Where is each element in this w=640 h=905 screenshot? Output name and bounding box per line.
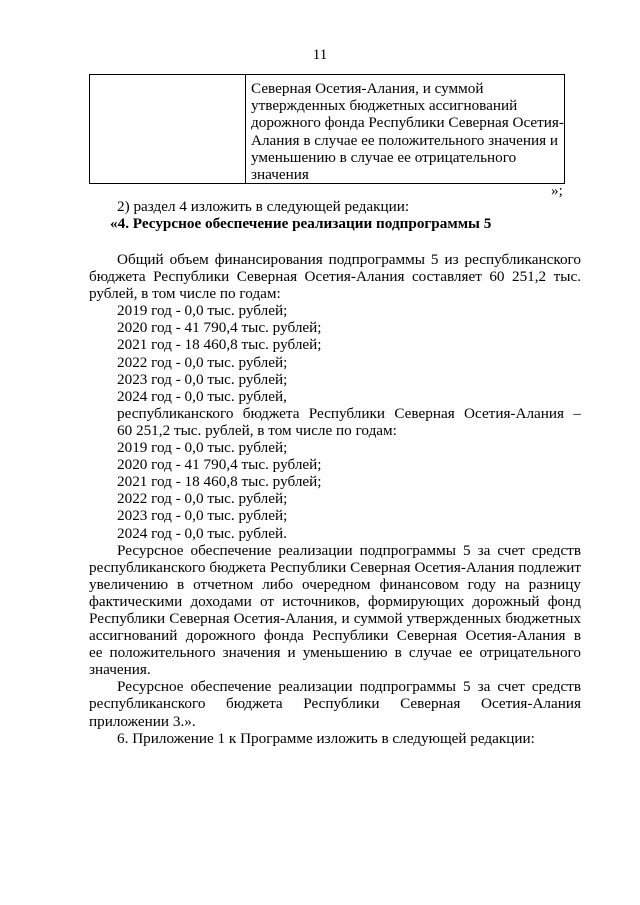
document-body [89,198,581,232]
paragraph-line: значения. [89,661,151,679]
year-line: 2023 год - 0,0 тыс. рублей; [117,507,288,525]
item-2-line: 2) раздел 4 изложить в следующей редакции: [117,198,410,215]
paragraph-line: фактическими доходами от источников, формирующих дорожный фонд [89,592,581,610]
paragraph-line: бюджета Республики Северная Осетия-Алания составляет 60 251,2 тыс. [89,268,581,286]
table-cell-line: утвержденных бюджетных ассигнований [251,97,518,115]
year-line: 2021 год - 18 460,8 тыс. рублей; [117,336,322,354]
table-cell-line: Северная Осетия-Алания, и суммой [251,80,484,97]
year-line: 2021 год - 18 460,8 тыс. рублей; [117,473,322,491]
year-line: 2022 год - 0,0 тыс. рублей; [117,490,288,508]
closing-quote: »; [551,182,563,199]
year-line: 2024 год - 0,0 тыс. рублей. [117,524,287,542]
paragraph-line: республиканского бюджета Республики Северная Осетия-Алания [89,695,581,713]
year-line: 2019 год - 0,0 тыс. рублей; [117,439,288,457]
paragraph-line: ассигнований дорожного фонда Республики Северная Осетия-Алания в [89,627,581,645]
paragraph-line: Ресурсное обеспечение реализации подпрограммы 5 за счет средств [117,678,581,696]
table-cell-text [246,75,565,184]
paragraph-line: республиканского бюджета Республики Северная Осетия-Алания – [117,404,581,422]
year-line: 2019 год - 0,0 тыс. рублей; [117,302,288,320]
table-cell-line: дорожного фонда Республики Северная Осетия- [251,114,564,132]
paragraph-line: увеличению в отчетном либо очередном финансовом году на разницу [89,575,581,593]
paragraph-line: рублей, в том числе по годам: [89,285,281,303]
subprogram-passport-table [89,74,565,184]
table-cell-line: Алания в случае ее положительного значения и [251,131,558,149]
paragraph-line: Республики Северная Осетия-Алания, и суммой утвержденных бюджетных [89,609,581,627]
paragraph-line: 60 251,2 тыс. рублей, в том числе по годам: [117,421,397,439]
paragraph-total-financing [89,251,581,747]
paragraph-line: республиканского бюджета Республики Северная Осетия-Алания подлежит [89,558,581,576]
section-heading: «4. Ресурсное обеспечение реализации подпрограммы 5 [110,215,492,233]
table-cell-line: уменьшению в случае ее отрицательного [251,148,517,166]
year-line: 2020 год - 41 790,4 тыс. рублей; [117,456,322,474]
year-line: 2020 год - 41 790,4 тыс. рублей; [117,319,322,337]
year-line: 2024 год - 0,0 тыс. рублей, [117,387,287,405]
paragraph-line: ее положительного значения и уменьшению в случае ее отрицательного [89,644,581,662]
item-6-line: 6. Приложение 1 к Программе изложить в следующей редакции: [117,729,535,747]
paragraph-line: Ресурсное обеспечение реализации подпрограммы 5 за счет средств [117,541,581,559]
table-cell-line: значения [251,166,309,184]
year-line: 2023 год - 0,0 тыс. рублей; [117,370,288,388]
paragraph-line: Общий объем финансирования подпрограммы 5 из республиканского [117,251,581,268]
year-line: 2022 год - 0,0 тыс. рублей; [117,353,288,371]
page-number: 11 [312,47,328,63]
table-cell-empty [90,75,246,184]
paragraph-line: приложении 3.». [89,712,196,730]
